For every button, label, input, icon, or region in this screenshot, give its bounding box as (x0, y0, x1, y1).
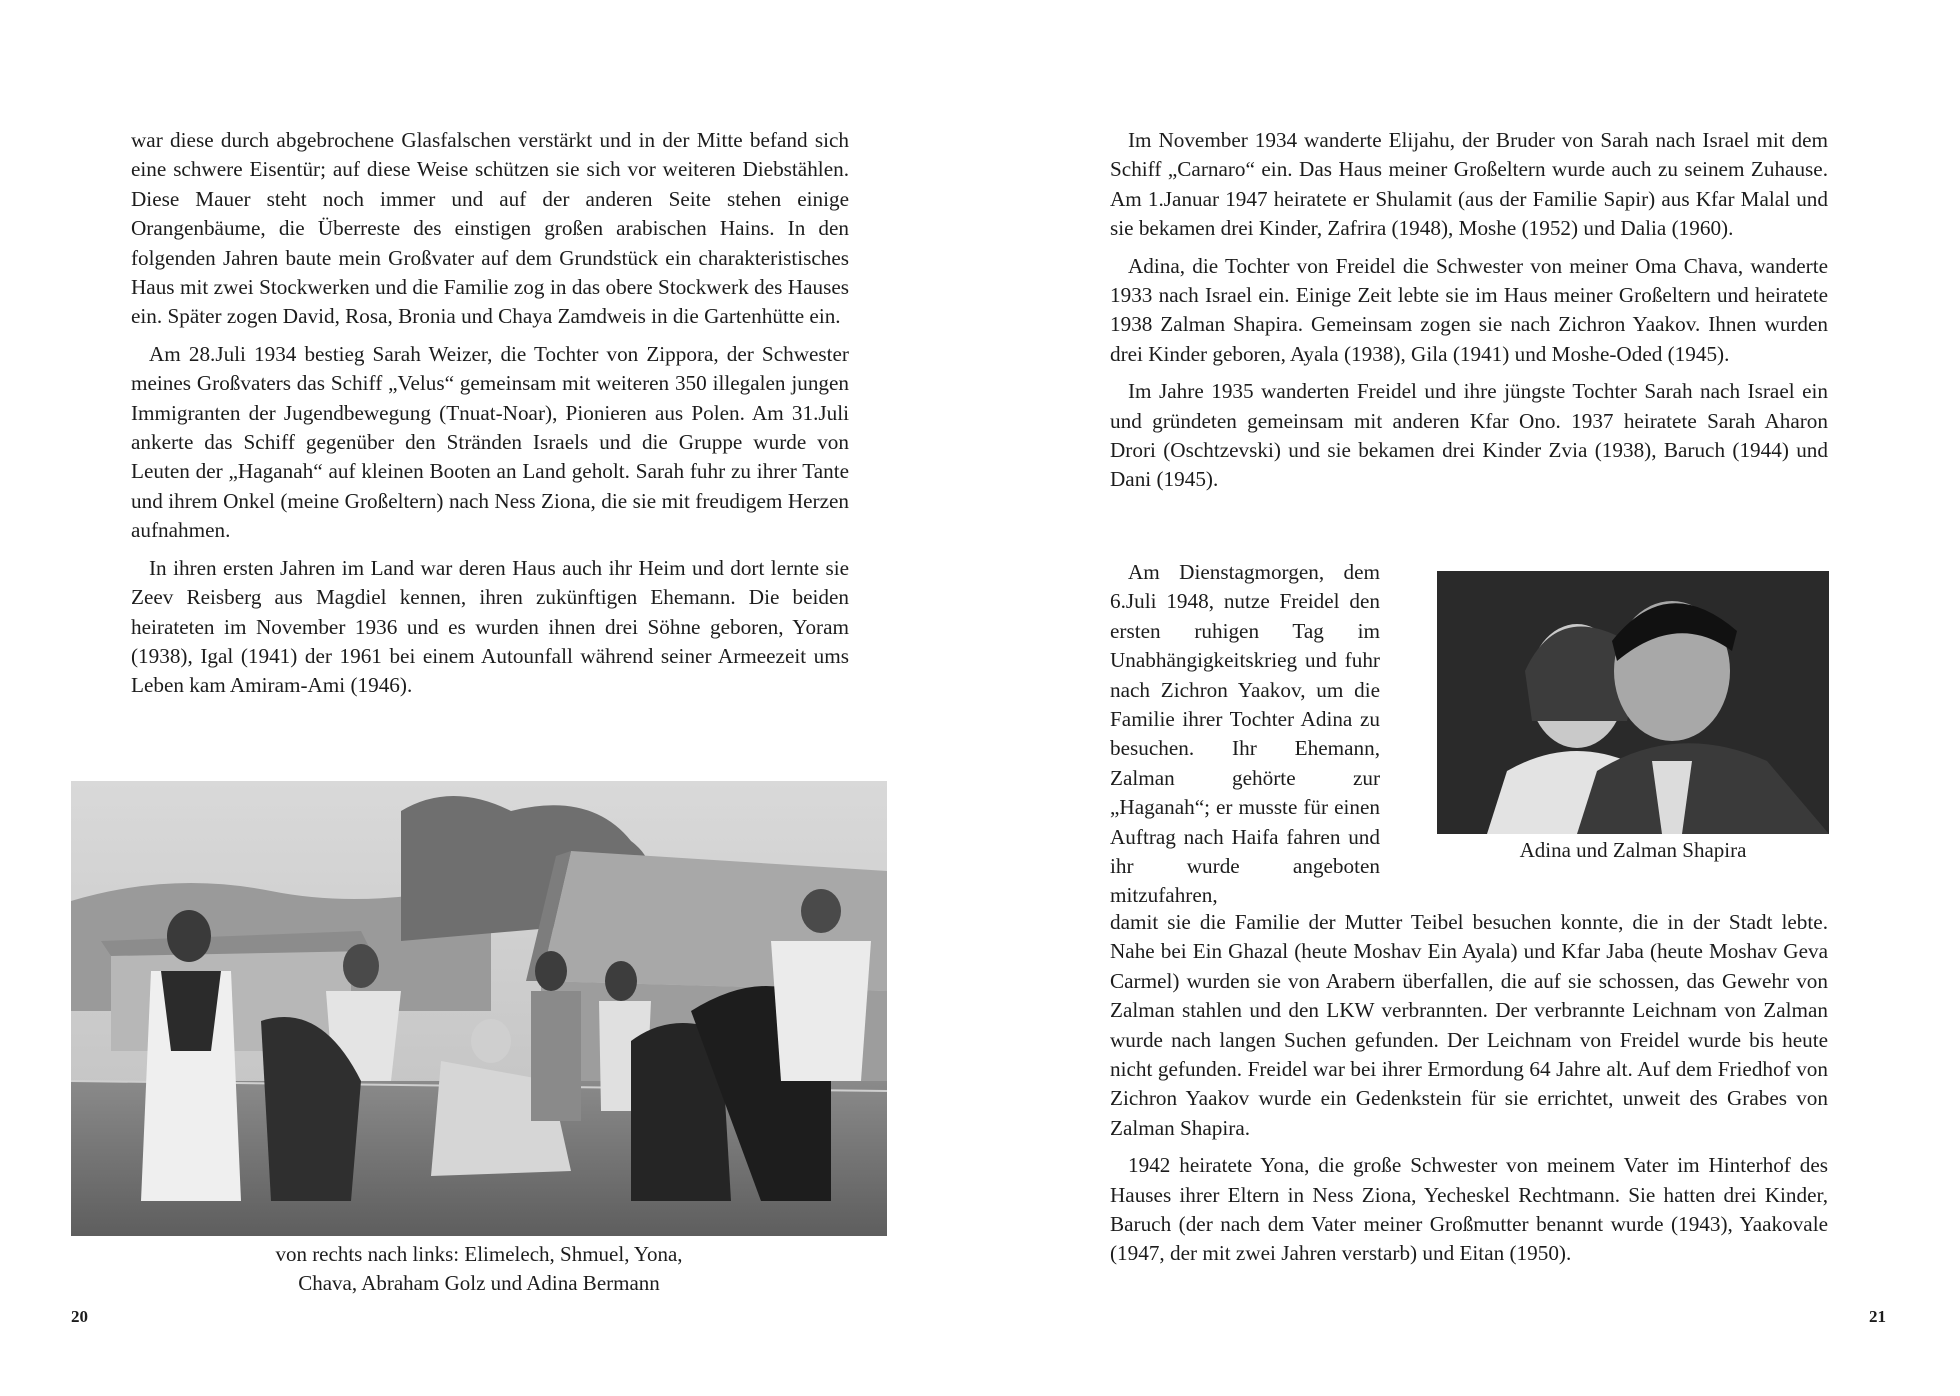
right-photo-caption: Adina und Zalman Shapira (1519, 838, 1747, 862)
right-body-text-continued (1110, 908, 1828, 1277)
right-paragraph-1: Im November 1934 wanderte Elijahu, der Bruder von Sarah nach Israel mit dem Schiff „Carnaro“ ein. Das Haus meiner Großeltern wurde auch zu seinem Zuhause. Am 1.Januar 1947 heiratete er Shulamit (aus der Familie Sapir) aus Kfar Malal und sie bekamen drei Kinder, Zafrira (1948), Moshe (1952) und Dalia (1960). (1110, 128, 1828, 241)
left-body-text (131, 126, 849, 709)
left-photo-caption (71, 1240, 887, 1298)
page-number-right: 21 (1869, 1307, 1886, 1326)
left-caption-line-1: von rechts nach links: Elimelech, Shmuel, Yona, (275, 1242, 683, 1266)
right-last-paragraph: 1942 heiratete Yona, die große Schwester von meinem Vater im Hinterhof des Hauses ihrer Eltern in Ness Ziona, Yecheskel Rechtmann. Sie hatten drei Kinder, Baruch (der nach dem Vater meiner Großmutter benannt wurde (1943), Yaakovale (1947, der mit zwei Jahren verstarb) und Eitan (1950). (1110, 1153, 1828, 1266)
family-group-photo (71, 781, 887, 1236)
right-float-paragraph (1110, 558, 1380, 911)
right-paragraph-2: Adina, die Tochter von Freidel die Schwester von meiner Oma Chava, wanderte 1933 nach Israel ein. Einige Zeit lebte sie im Haus meiner Großeltern und heiratete 1938 Zalman Shapira. Gemeinsam zogen sie nach Zichron Yaakov. Ihnen wurden drei Kinder geboren, Ayala (1938), Gila (1941) und Moshe-Oded (1945). (1110, 253, 1828, 366)
left-paragraph-1: war diese durch abgebrochene Glasfalschen verstärkt und in der Mitte befand sich eine schwere Eisentür; auf diese Weise schützen sie sich vor weiteren Diebstählen. Diese Mauer steht noch immer und auf der anderen Seite stehen einige Orangenbäume, die Überreste des einstigen großen arabischen Hains. In den folgenden Jahren baute mein Großvater auf dem Grundstück ein charakteristisches Haus mit zwei Stockwerken und die Familie zog in das obere Stockwerk des Hauses ein. Später zogen David, Rosa, Bronia und Chaya Zamdweis in die Gartenhütte ein. (131, 128, 849, 329)
left-caption-line-2: Chava, Abraham Golz und Adina Bermann (298, 1271, 660, 1295)
float-continuation-text: damit sie die Familie der Mutter Teibel besuchen konnte, die in der Stadt lebte. Nahe bei Ein Ghazal (heute Moshav Ein Ayala) und Kfar Jaba (heute Moshav Geva Carmel) wurden sie von Arabern überfallen, die auf sie schossen, das Gewehr von Zalman stahlen und den LKW verbrannten. Der verbrannte Leichnam von Zalman wurde nach langen Suchen gefunden. Der Leichnam von Freidel wurde bis heute nicht gefunden. Freidel war bei ihrer Ermordung 64 Jahre alt. Auf dem Friedhof von Zichron Yaakov wurde ein Gedenkstein für sie errichtet, unweit des Grabes von Zalman Shapira. (1110, 910, 1828, 1140)
float-paragraph-text: Am Dienstagmorgen, dem 6.Juli 1948, nutze Freidel den ersten ruhigen Tag im Unabhängigkeitskrieg und fuhr nach Zichron Yaakov, um die Familie ihrer Tochter Adina zu besuchen. Ihr Ehemann, Zalman gehörte zur „Haganah“; er musste für einen Auftrag nach Haifa fahren und ihr wurde angeboten mitzufahren, (1110, 560, 1380, 908)
right-page (980, 0, 1960, 1396)
left-paragraph-2: Am 28.Juli 1934 bestieg Sarah Weizer, die Tochter von Zippora, der Schwester meines Großvaters das Schiff „Velus“ gemeinsam mit weiteren 350 illegalen jungen Immigranten der Jugendbewegung (Tnuat-Noar), Pionieren aus Polen. Am 31.Juli ankerte das Schiff gegenüber den Stränden Israels und die Gruppe wurde von Leuten der „Haganah“ auf kleinen Booten an Land geholt. Sarah fuhr zu ihrer Tante und ihrem Onkel (meine Großeltern) nach Ness Ziona, die sie mit freudigem Herzen aufnahmen. (131, 341, 849, 543)
left-paragraph-3: In ihren ersten Jahren im Land war deren Haus auch ihr Heim und dort lernte sie Zeev Reisberg aus Magdiel kennen, ihren zukünftigen Ehemann. Die beiden heirateten im November 1936 und es wurden ihnen drei Söhne geboren, Yoram (1938), Igal (1941) der 1961 bei einem Autounfall während seiner Armeezeit ums Leben kam Amiram-Ami (1946). (131, 555, 849, 698)
page-number-left: 20 (71, 1307, 88, 1326)
couple-portrait-photo (1437, 571, 1829, 834)
right-body-text (1110, 126, 1828, 503)
right-paragraph-3: Im Jahre 1935 wanderten Freidel und ihre jüngste Tochter Sarah nach Israel ein und gründeten gemeinsam mit anderen Kfar Ono. 1937 heiratete Sarah Aharon Drori (Oschtzevski) und sie bekamen drei Kinder Zvia (1938), Baruch (1944) und Dani (1945). (1110, 379, 1828, 492)
